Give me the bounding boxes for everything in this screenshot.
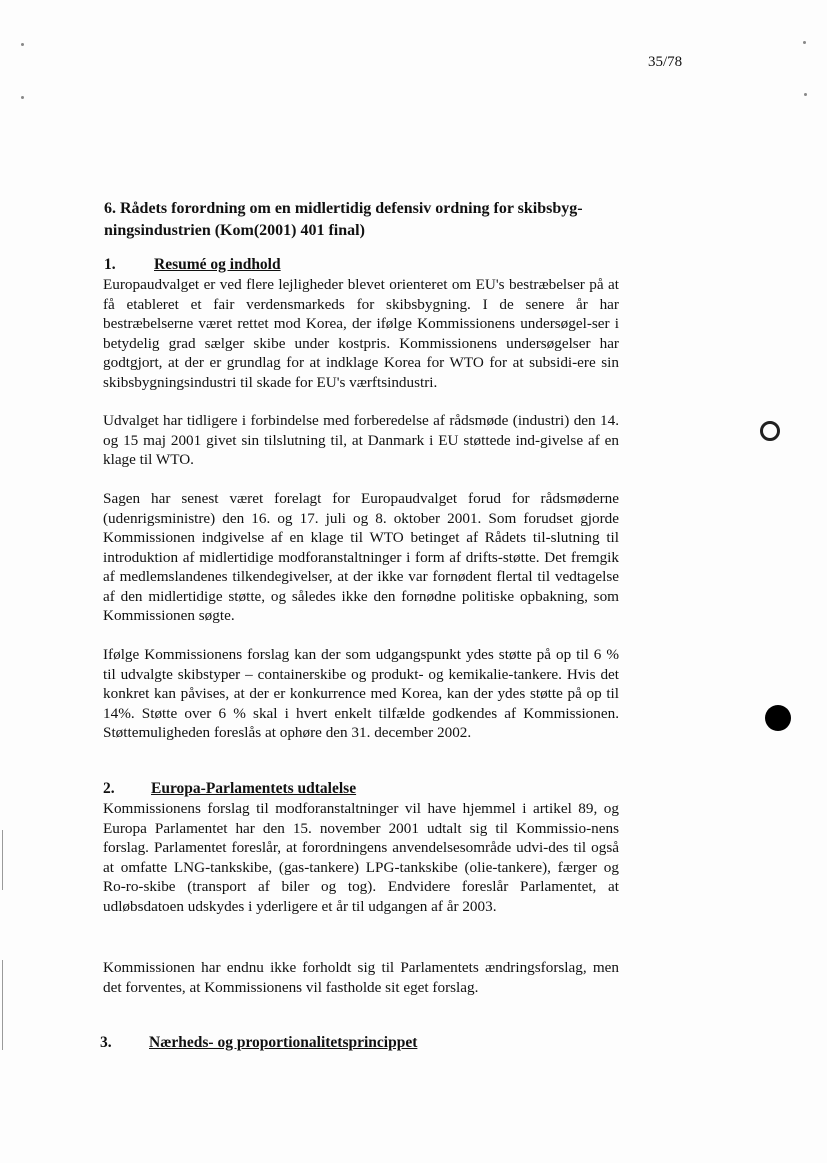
page-number: 35/78 bbox=[648, 54, 683, 70]
paragraph: Kommissionen har endnu ikke forholdt sig til Parlamentets ændringsforslag, men det forventes, at Kommissionens vil fastholde sit eget forslag. bbox=[103, 959, 619, 996]
punch-hole-ring bbox=[760, 421, 780, 441]
paragraph: Kommissionens forslag til modforanstaltninger vil have hjemmel i artikel 89, og Europa Parlamentet har den 15. november 2001 udtalt sig til Kommissio-nens forslag. Parlamentet foreslår, at forordningens anvendelsesområde udvi-des til også at omfatte LNG-tankskibe, (gas-tankere) LPG-tankskibe (olie-tankere), færger og Ro-ro-skibe (transport af biler og tog). Endvidere foreslår Parlamentet, at udløbsdatoen udskydes i yderligere et år til udgangen af år 2003. bbox=[103, 800, 619, 915]
paragraph: Europaudvalget er ved flere lejligheder blevet orienteret om EU's bestræbelser på at få etableret et fair verdensmarkeds for skibsbygning. I de senere år har bestræbelserne været rettet mod Korea, der ifølge Kommissionens undersøgel-ser i betydelig grad sælger skibe under kostpris. Kommissionens undersøgelser har godtgjort, at der er grundlag for at indklage Korea for WTO for at subsidi-ere sin skibsbygningsindustri til skade for EU's værftsindustri. bbox=[103, 276, 619, 391]
section-title: Resumé og indhold bbox=[154, 256, 281, 273]
paragraph: Sagen har senest været forelagt for Europaudvalget forud for rådsmøderne (udenrigsministre) den 16. og 17. juli og 8. oktober 2001. Som forudset gjorde Kommissionen indgivelse af en klage til WTO betinget af Rådets til-slutning til introduktion af midlertidige modforanstaltninger i form af drifts-støtte. Det fremgik af medlemslandenes tilkendegivelser, at der ikke var fornødent flertal til vedtagelse af den midlertidige støtte, og således ikke den fornødne politiske opbakning, som Kommissionen søgte. bbox=[103, 490, 619, 624]
paragraph: Udvalget har tidligere i forbindelse med forberedelse af rådsmøde (industri) den 14. og 15 maj 2001 givet sin tilslutning til, at Danmark i EU støttede ind-givelse af en klage til WTO. bbox=[103, 412, 619, 468]
scan-speck bbox=[21, 43, 24, 46]
section-number: 3. bbox=[100, 1034, 112, 1051]
section-title: Nærheds- og proportionalitetsprincippet bbox=[149, 1034, 418, 1051]
section-number: 1. bbox=[104, 256, 116, 273]
scan-speck bbox=[804, 93, 807, 96]
scan-edge-line bbox=[2, 830, 3, 890]
scan-speck bbox=[21, 96, 24, 99]
document-title: 6. Rådets forordning om en midlertidig defensiv ordning for skibsbyg-ningsindustrien (Kom(2001) 401 final) bbox=[104, 200, 583, 239]
punch-hole-dot bbox=[765, 705, 791, 731]
section-title: Europa-Parlamentets udtalelse bbox=[151, 780, 357, 797]
section-number: 2. bbox=[103, 780, 115, 797]
paragraph: Ifølge Kommissionens forslag kan der som udgangspunkt ydes støtte på op til 6 % til udvalgte skibstyper – containerskibe og produkt- og kemikalie-tankere. Hvis det konkret kan påvises, at der er konkurrence med Korea, kan der ydes støtte på op til 14%. Støtte over 6 % skal i hvert enkelt tilfælde godkendes af Kommissionen. Støttemuligheden foreslås at ophøre den 31. december 2002. bbox=[103, 646, 619, 741]
scan-speck bbox=[803, 41, 806, 44]
scan-edge-line bbox=[2, 960, 3, 1050]
